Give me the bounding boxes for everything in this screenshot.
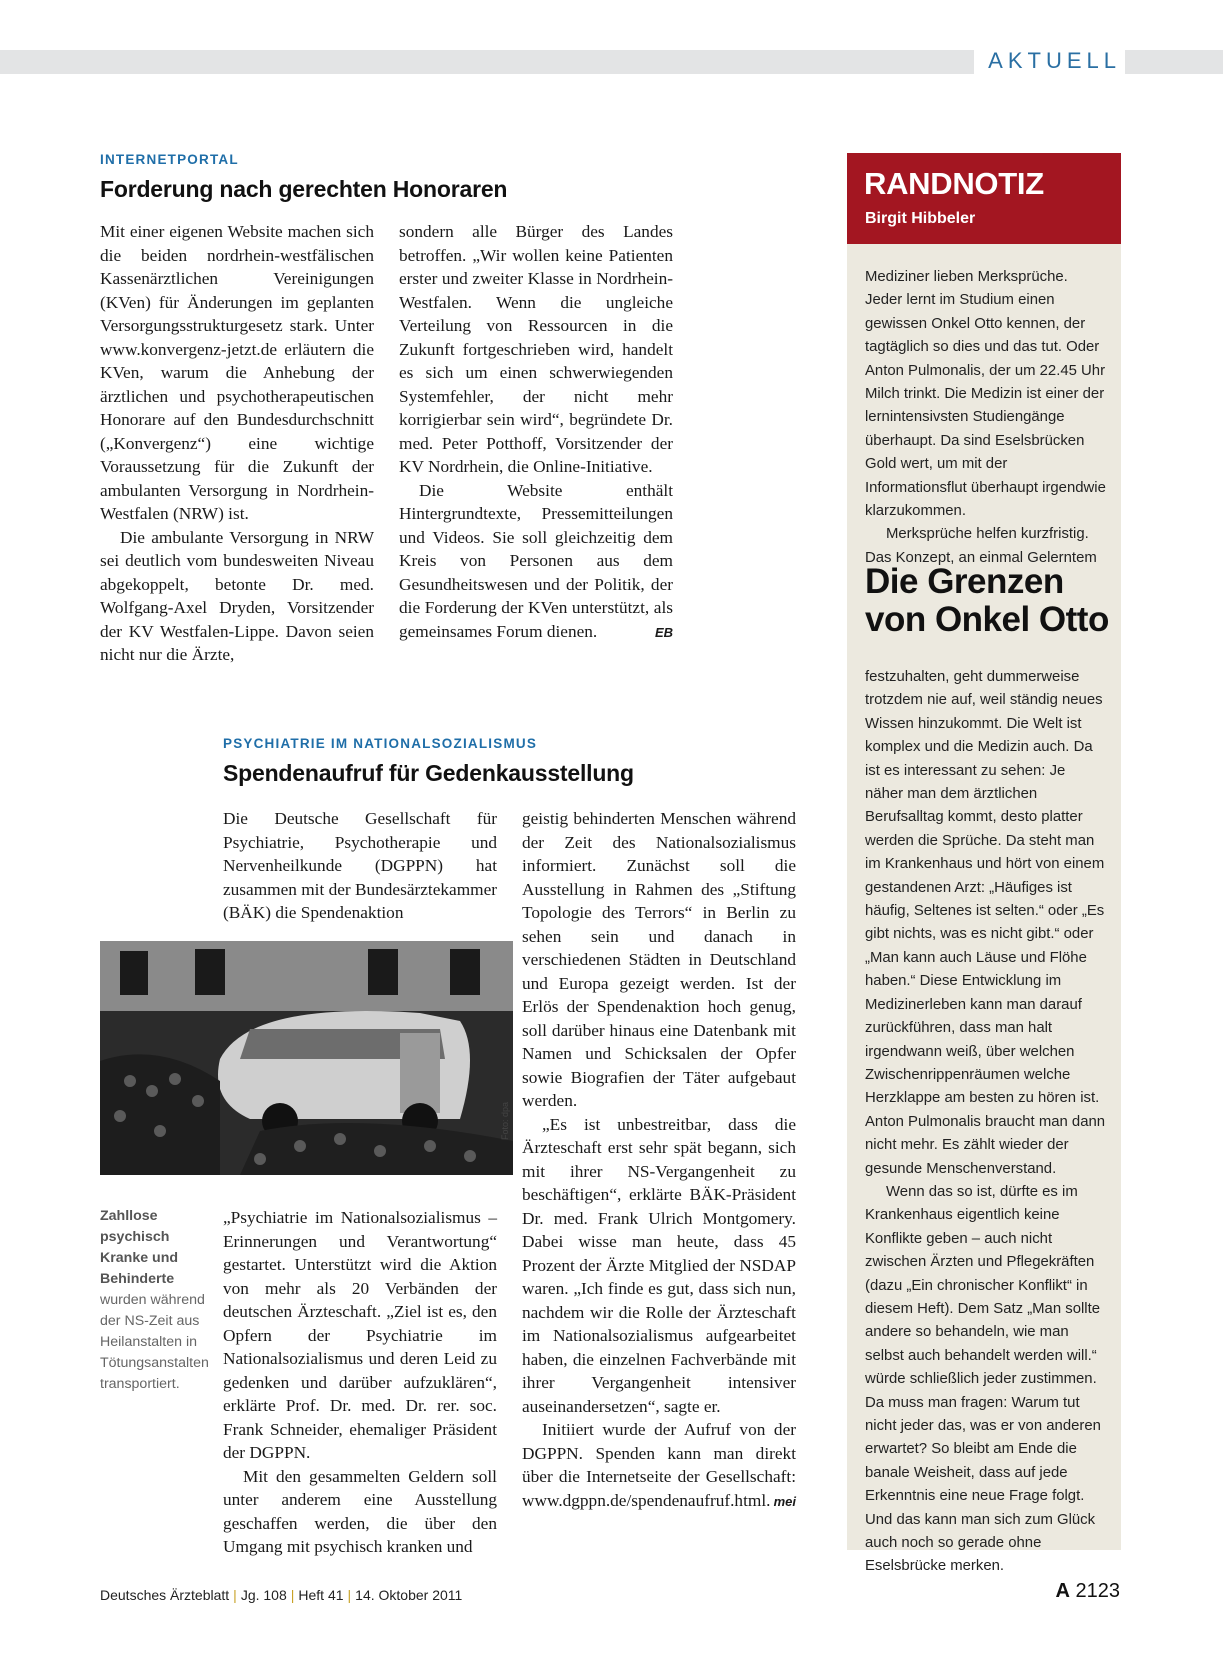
article2-column-1-bottom <box>223 1206 497 1559</box>
article2-column-2 <box>522 807 796 1514</box>
article2-paragraph: Mit den gesammelten Geldern soll unter anderem eine Ausstellung geschaffen werden, die über den Umgang mit psychisch kranken und <box>223 1466 497 1556</box>
caption-text: wurden während der NS-Zeit aus Heilanstalten in Tötungsanstalten transportiert. <box>100 1292 209 1392</box>
page-prefix: A <box>1055 1580 1070 1602</box>
article1-kicker: INTERNETPORTAL <box>100 152 239 167</box>
footer-separator: | <box>290 1587 295 1603</box>
footer-separator: | <box>347 1587 352 1603</box>
photo-credit: Foto: dpa <box>500 1101 510 1140</box>
randnotiz-title: RANDNOTIZ <box>864 166 1044 201</box>
article1-column-1 <box>100 220 374 667</box>
caption-lead: Zahllose psychisch Kranke und Behinderte <box>100 1208 179 1287</box>
randnotiz-headline: Die Grenzen von Onkel Otto <box>865 562 1109 639</box>
article1-paragraph: Mit einer eigenen Website machen sich die beiden nordrhein-westfälischen Kassenärztlichen Vereinigungen (KVen) für Änderungen im geplanten Versorgungsstrukturgesetz stark. Unter www.konvergenz-jetzt.de erläutern die KVen, warum die Anhebung der ärztlichen und psychotherapeutischen Honorare auf den Bundesdurchschnitt („Konvergenz“) eine wichtige Voraussetzung für die Zukunft der ambulanten Versorgung in Nordrhein-Westfalen (NRW) ist. <box>100 222 374 523</box>
bus-crowd-photo <box>100 941 513 1175</box>
photo-caption <box>100 1206 210 1395</box>
journal-volume: Jg. 108 <box>240 1587 287 1603</box>
article2-kicker: PSYCHIATRIE IM NATIONALSOZIALISMUS <box>223 736 538 751</box>
randnotiz-paragraph: Wenn das so ist, dürfte es im Krankenhaus eigentlich keine Konflikte geben – auch nicht zwischen Ärzten und Pflegekräften (dazu „Ein chronischer Konflikt“ in diesem Heft). Dem Satz „Man sollte andere so behandeln, wie man selbst auch behandelt werden will.“ würde schließlich jeder zustimmen. Da muss man fragen: Warum tut nicht jeder das, was er von anderen erwartet? So bleibt am Ende die banale Weisheit, dass auf jede Erkenntnis eine neue Frage folgt. Und das kann man sich zum Glück auch noch so gerade ohne Eselsbrücke merken. <box>865 1183 1101 1575</box>
article2-paragraph: „Psychiatrie im Nationalsozialismus – Erinnerungen und Verantwortung“ gestartet. Unterstützt wird die Aktion von mehr als 20 Verbänden der deutschen Ärzteschaft. „Ziel ist es, den Opfern der Psychiatrie im Nationalsozialismus und deren Leid zu gedenken und darüber aufzuklären“, erklärte Prof. Dr. med. Dr. rer. soc. Frank Schneider, ehemaliger Präsident der DGPPN. <box>223 1208 497 1462</box>
article2-column-1-top <box>223 807 497 925</box>
footer-separator: | <box>233 1587 237 1603</box>
page-number-value: 2123 <box>1075 1580 1120 1602</box>
journal-issue: Heft 41 <box>298 1587 344 1603</box>
section-label: AKTUELL <box>974 46 1125 76</box>
randnotiz-intro <box>865 266 1107 570</box>
page-footer <box>100 1587 462 1603</box>
randnotiz-paragraph: Mediziner lieben Merksprüche. Jeder lernt im Studium einen gewissen Onkel Otto kennen, der tagtäglich so dies und das tut. Oder Anton Pulmonalis, der um 22.45 Uhr Milch trinkt. Die Medizin ist einer der lernintensivsten Studiengänge überhaupt. Da sind Eselsbrücken Gold wert, um mit der Informationsflut überhaupt irgendwie klarzukommen. <box>865 269 1106 520</box>
article1-paragraph: Die ambulante Versorgung in NRW sei deutlich vom bundesweiten Niveau abgekoppelt, betonte Dr. med. Wolfgang-Axel Dryden, Vorsitzender der KV Westfalen-Lippe. Davon seien nicht nur die Ärzte, <box>100 527 374 664</box>
article1-paragraph: sondern alle Bürger des Landes betroffen. „Wir wollen keine Patienten erster und zweiter Klasse in Nordrhein-Westfalen. Wenn die ungleiche Verteilung von Ressourcen in die Zukunft fortgeschrieben wird, handelt es sich um einen schwerwiegenden Systemfehler, der nicht mehr korrigierbar sein wird“, begründete Dr. med. Peter Potthoff, Vorsitzender der KV Nordrhein, die Online-Initiative. <box>399 222 673 476</box>
article2-paragraph: geistig behinderten Menschen während der Zeit des Nationalsozialismus informiert. Zunächst soll die Ausstellung in Rahmen des „Stiftung Topologie des Terrors“ in Berlin zu sehen sein und danach in verschiedenen Städten in Deutschland und Europa gezeigt werden. Ist der Erlös der Spendenaktion hoch genug, soll darüber hinaus eine Datenbank mit Namen und Schicksalen der Opfer sowie Biografien der Täter aufgebaut werden. <box>522 809 796 1110</box>
article2-headline: Spendenaufruf für Gedenkausstellung <box>223 760 634 786</box>
article2-paragraph: „Es ist unbestreitbar, dass die Ärzteschaft erst sehr spät begann, sich mit ihrer NS-Vergangenheit zu beschäftigen“, erklärte BÄK-Präsident Dr. med. Frank Ulrich Montgomery. Dabei wisse man heute, dass 45 Prozent der Ärzte Mitglied der NSDAP waren. „Ich finde es gut, dass sich nun, nachdem wir die Rolle der Ärzteschaft im Nationalsozialismus aufgearbeitet haben, die einzelnen Fachverbände mit ihrer Vergangenheit intensiver auseinandersetzen“, sagte er. <box>522 1114 796 1416</box>
article1-column-2 <box>399 220 673 645</box>
article2-paragraph: Die Deutsche Gesellschaft für Psychiatrie, Psychotherapie und Nervenheilkunde (DGPPN) hat zusammen mit der Bundesärztekammer (BÄK) die Spendenaktion <box>223 809 498 922</box>
randnotiz-body <box>865 666 1107 1579</box>
article1-signature: EB <box>654 625 673 640</box>
journal-date: 14. Oktober 2011 <box>355 1587 463 1603</box>
article2-paragraph: Initiiert wurde der Aufruf von der DGPPN. Spenden kann man direkt über die Internetseite der Gesellschaft: www.dgppn.de/spendenaufruf.html. <box>522 1420 796 1510</box>
randnotiz-paragraph: Merksprüche helfen kurzfristig. Das Konzept, an einmal Gelerntem <box>865 526 1097 566</box>
article2-photo <box>100 941 513 1175</box>
randnotiz-author: Birgit Hibbeler <box>865 210 976 227</box>
article2-signature: mei <box>773 1494 796 1509</box>
journal-name: Deutsches Ärzteblatt <box>100 1587 230 1603</box>
randnotiz-paragraph: festzuhalten, geht dummerweise trotzdem nie auf, weil ständig neues Wissen hinzukommt. Die Welt ist komplex und die Medizin auch. Da ist es interessant zu sehen: Je näher man dem ärztlichen Berufsalltag kommt, desto platter werden die Sprüche. Da steht man im Krankenhaus und hört von einem gestandenen Arzt: „Häufiges ist häufig, Seltenes ist selten.“ oder „Es gibt nichts, was es nicht gibt.“ oder „Man kann auch Läuse und Flöhe haben.“ Diese Entwicklung im Medizinerleben kann man darauf zurückführen, dass man halt irgendwann weiß, über welchen Zwischenrippenräumen welche Herzklappe am besten zu hören ist. Anton Pulmonalis braucht man dann nicht mehr. Es zählt wieder der gesunde Menschenverstand. <box>865 669 1106 1177</box>
article1-paragraph: Die Website enthält Hintergrundtexte, Pressemitteilungen und Videos. Sie soll gleichzeitig dem Kreis von Personen aus dem Gesundheitswesen und der Politik, der die Forderung der KVen unterstützt, als gemeinsames Forum dienen. <box>399 480 673 641</box>
article1-headline: Forderung nach gerechten Honoraren <box>100 176 508 202</box>
page-number <box>1055 1580 1120 1603</box>
